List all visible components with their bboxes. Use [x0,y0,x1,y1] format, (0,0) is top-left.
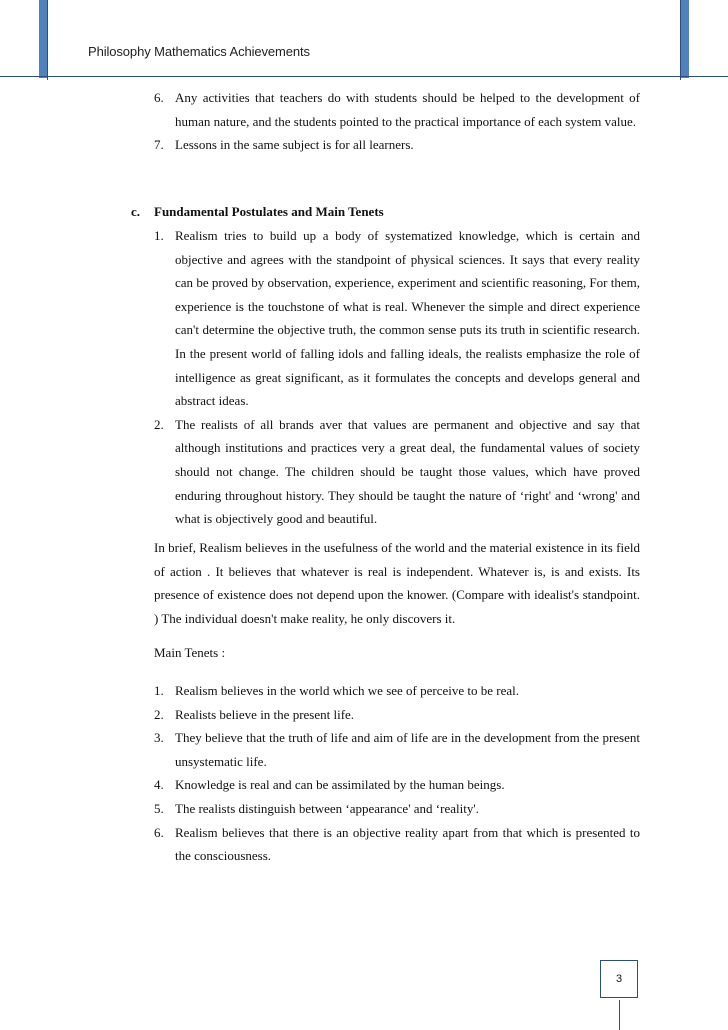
list-item [154,413,640,531]
list-item-text: Realism tries to build up a body of systematized knowledge, which is certain and objective and agrees with the standpoint of physical sciences. It says that every reality can be proved by observation, experience, experiment and scientific reasoning, For them, experience is the touchstone of what is real. Whenever the simple and direct experience can't determine the objective truth, the common sense puts its truth in scientific research. In the present world of falling idols and falling ideals, the realists emphasize the role of intelligence as great significant, as it formulates the concepts and develops general and abstract ideas. [175,228,640,409]
list-item-text: The realists of all brands aver that values are permanent and objective and say that although institutions and practices very a great deal, the fundamental values of society should not change. The children should be taught those values, which have proved enduring throughout history. They should be taught the nature of ‘right' and ‘wrong' and what is objectively good and beautiful. [175,416,640,527]
list-item-number: 1. [154,228,164,243]
list-item-text: Realism believes in the world which we see of perceive to be real. [175,683,520,698]
list-item [154,797,640,821]
list-item-number: 4. [154,777,164,793]
header-rule [0,76,728,77]
list-item [154,133,640,157]
list-item [154,703,640,727]
list-item [154,86,640,133]
list-item-text: They believe that the truth of life and aim of life are in the development from the present unsystematic life. [175,730,640,769]
brief-paragraph: In brief, Realism believes in the usefulness of the world and the material existence in its field of action . It believes that whatever is real is independent. Whatever is, is and exists. Its presence of existence does not depend upon the knower. (Compare with idealist's standpoint. ) The individual doesn't make reality, he only discovers it. [154,540,640,626]
list-item [154,821,640,868]
section-letter: c. [131,204,141,219]
list-item-number: 3. [154,730,164,746]
page-number: 3 [600,960,638,998]
list-item-number: 7. [154,137,164,153]
section-title: Fundamental Postulates and Main Tenets [154,204,384,219]
main-tenets-label: Main Tenets : [154,645,226,660]
footer-frame-line [619,1000,620,1030]
list-item-number: 2. [154,416,164,432]
list-item-text: Realists believe in the present life. [175,706,355,722]
list-item-number: 2. [154,706,164,722]
list-item [154,726,640,773]
list-item [154,679,640,703]
list-top [154,86,640,157]
postulates-list [154,224,640,531]
list-item-text: Lessons in the same subject is for all learners. [175,137,414,153]
list-item-text: Any activities that teachers do with students should be helped to the development of human nature, and the students pointed to the practical importance of each system value. [175,90,640,129]
list-item [154,773,640,797]
page-header-title: Philosophy Mathematics Achievements [88,44,310,59]
tenets-list [154,679,640,868]
list-item [154,224,640,413]
list-item-text: Realism believes that there is an objective reality apart from that which is presented to the consciousness. [175,824,640,864]
right-frame-line [680,0,681,80]
list-item-number: 5. [154,800,164,816]
right-accent-bar [681,0,689,78]
list-item-text: The realists distinguish between ‘appearance' and ‘reality'. [175,800,479,816]
list-item-number: 6. [154,824,164,840]
list-item-number: 1. [154,683,164,698]
list-item-text: Knowledge is real and can be assimilated by the human beings. [175,777,505,793]
left-frame-line [47,0,48,80]
list-item-number: 6. [154,90,164,105]
left-accent-bar [39,0,47,78]
